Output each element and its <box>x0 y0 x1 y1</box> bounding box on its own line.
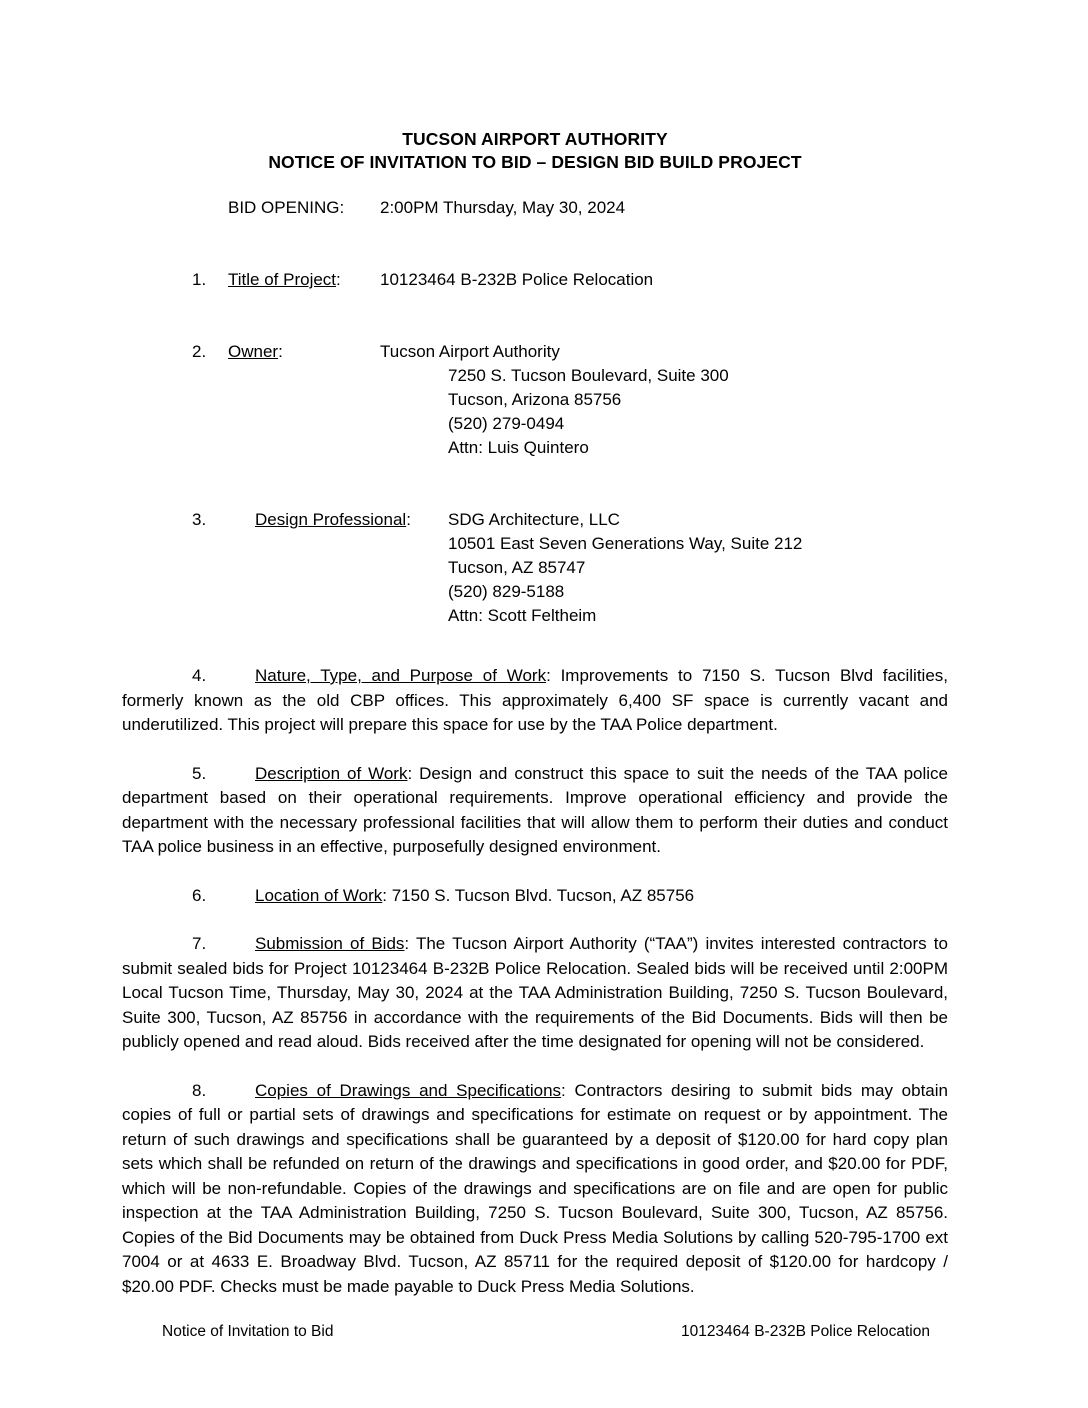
item-1-label-text: Title of Project <box>228 270 337 289</box>
item-1-number: 1. <box>192 270 207 289</box>
address-line: 10501 East Seven Generations Way, Suite 212 <box>448 534 803 553</box>
address-line: Tucson, Arizona 85756 <box>448 390 622 409</box>
bid-opening-label: BID OPENING: <box>228 198 345 217</box>
item-2-label <box>228 340 283 364</box>
item-2-row <box>122 340 948 364</box>
item-2-label-text: Owner <box>228 342 279 361</box>
item-2-address-block <box>448 364 948 460</box>
bid-opening-value: 2:00PM Thursday, May 30, 2024 <box>380 198 626 217</box>
footer-right-text: 10123464 B-232B Police Relocation <box>680 1323 930 1340</box>
item-3-label-text: Design Professional <box>255 510 407 529</box>
address-line: 7250 S. Tucson Boulevard, Suite 300 <box>448 366 729 385</box>
item-3-address-block <box>448 532 948 628</box>
item-2-number: 2. <box>192 342 207 361</box>
item-4-text: : Improvements to 7150 S. Tucson Blvd facilities, formerly known as the old CBP offices. This approximately 6,400 SF space is currently vacant and underutilized. This project will prepare this space for use by the TAA Police department. <box>122 666 948 734</box>
item-4-number: 4. <box>192 666 207 685</box>
item-7-label: Submission of Bids <box>255 934 405 953</box>
address-line: (520) 829-5188 <box>448 582 565 601</box>
item-1-value: 10123464 B-232B Police Relocation <box>380 270 654 289</box>
item-1-label-colon: : <box>336 270 341 289</box>
bid-opening-row <box>122 196 948 220</box>
item-8-paragraph <box>122 1079 948 1300</box>
item-8-number: 8. <box>192 1080 207 1100</box>
item-7-paragraph <box>122 932 948 1055</box>
address-line: Attn: Scott Feltheim <box>448 606 597 625</box>
item-6-label: Location of Work <box>255 885 383 905</box>
item-5-number: 5. <box>192 763 207 783</box>
item-4-label: Nature, Type, and Purpose of Work <box>255 666 547 685</box>
address-line: Attn: Luis Quintero <box>448 438 589 457</box>
item-3-label-colon: : <box>406 510 411 529</box>
item-3-label <box>255 508 411 532</box>
item-6-number: 6. <box>192 885 207 905</box>
header-line-organization: TUCSON AIRPORT AUTHORITY <box>402 129 668 149</box>
item-4-paragraph <box>122 664 948 738</box>
address-line: (520) 279-0494 <box>448 414 565 433</box>
item-3-number: 3. <box>192 510 207 529</box>
item-3-value: SDG Architecture, LLC <box>448 510 620 529</box>
item-5-paragraph <box>122 762 948 860</box>
item-6-text: : 7150 S. Tucson Blvd. Tucson, AZ 85756 <box>382 885 695 905</box>
item-5-label: Description of Work <box>255 763 408 783</box>
item-7-text: : The Tucson Airport Authority (“TAA”) invites interested contractors to submit sealed bids for Project 10123464 B-232B Police Relocation. Sealed bids will be received until 2:00PM Local Tucson Time, Thursday, May 30, 2024 at the TAA Administration Building, 7250 S. Tucson Boulevard, Suite 300, Tucson, AZ 85756 in accordance with the requirements of the Bid Documents. Bids will then be publicly opened and read aloud. Bids received after the time designated for opening will not be considered. <box>122 934 948 1051</box>
address-line: Tucson, AZ 85747 <box>448 558 586 577</box>
item-5-text: : Design and construct this space to suit the needs of the TAA police department based on their operational requirements. Improve operational efficiency and provide the department with the necessary professional facilities that will allow them to perform their duties and conduct TAA police business in an effective, purposefully designed environment. <box>122 763 948 856</box>
item-7-number: 7. <box>192 934 207 953</box>
item-3-row <box>122 508 948 532</box>
item-2-value: Tucson Airport Authority <box>380 342 560 361</box>
item-8-label: Copies of Drawings and Specifications <box>255 1080 562 1100</box>
document-body <box>122 196 948 1299</box>
item-1-row <box>122 268 948 292</box>
document-header <box>122 128 948 174</box>
footer-left-text: Notice of Invitation to Bid <box>162 1323 334 1340</box>
item-2-label-colon: : <box>278 342 283 361</box>
item-6-paragraph <box>122 884 948 909</box>
page-footer <box>162 1322 930 1342</box>
header-line-title: NOTICE OF INVITATION TO BID – DESIGN BID BUILD PROJECT <box>268 152 802 172</box>
item-8-text: : Contractors desiring to submit bids may obtain copies of full or partial sets of drawings and specifications for estimate on request or by appointment. The return of such drawings and specifications shall be guaranteed by a deposit of $120.00 for hard copy plan sets which shall be refunded on return of the drawings and specifications in good order, and $20.00 for PDF, which will be non-refundable. Copies of the drawings and specifications are on file and are open for public inspection at the TAA Administration Building, 7250 S. Tucson Boulevard, Suite 300, Tucson, AZ 85756. Copies of the Bid Documents may be obtained from Duck Press Media Solutions by calling 520-795-1700 ext 7004 or at 4633 E. Broadway Blvd. Tucson, AZ 85711 for the required deposit of $120.00 for hardcopy / $20.00 PDF. Checks must be made payable to Duck Press Media Solutions. <box>122 1080 948 1296</box>
item-1-label <box>228 268 341 292</box>
